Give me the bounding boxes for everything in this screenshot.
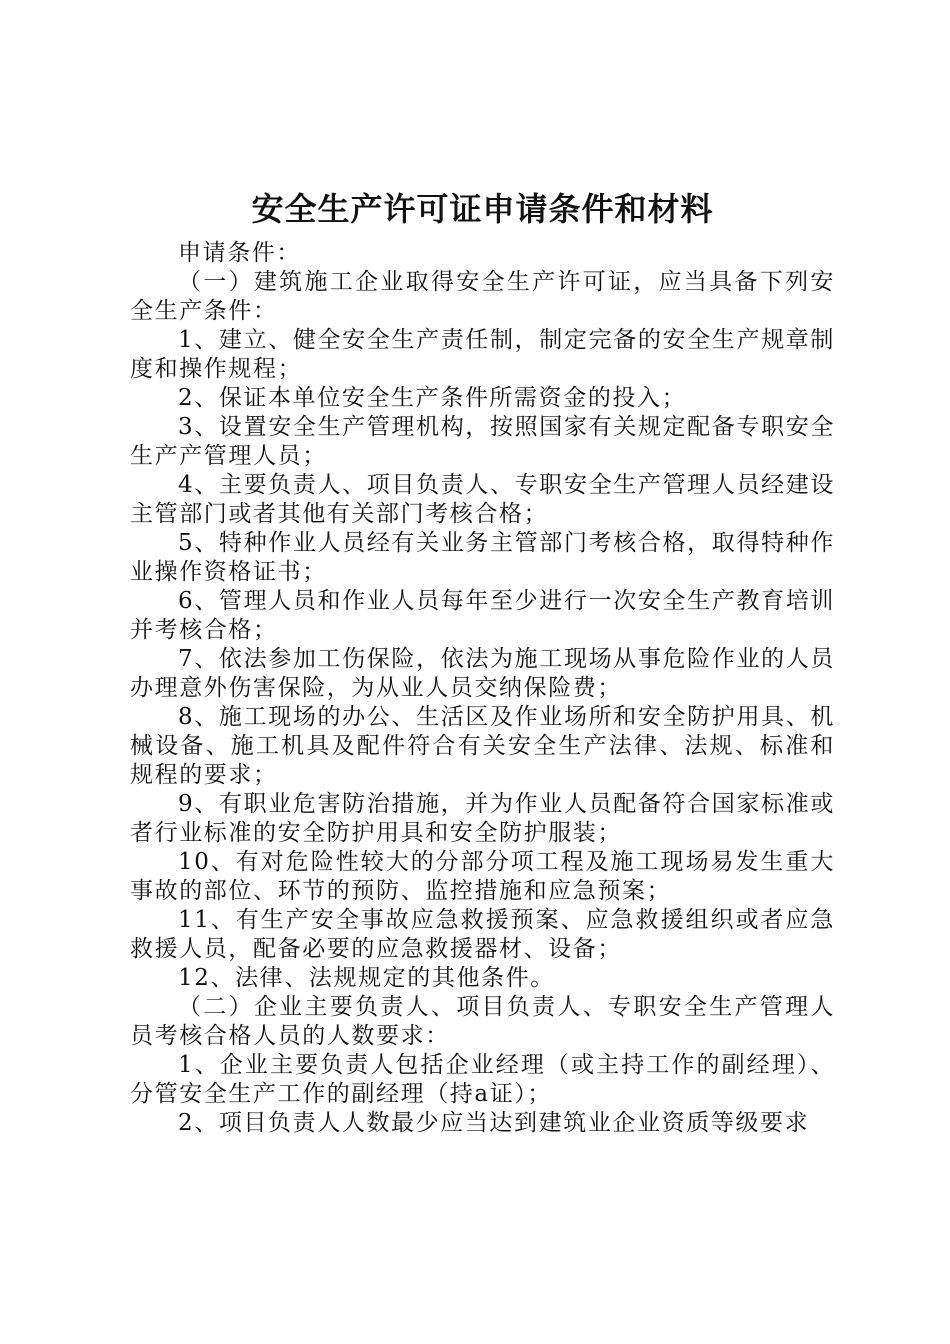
condition-item-1: 1、建立、健全安全生产责任制，制定完备的安全生产规章制度和操作规程； — [130, 327, 835, 382]
condition-item-12: 12、法律、法规规定的其他条件。 — [178, 965, 555, 991]
section-heading-conditions: 申请条件： — [178, 240, 301, 266]
condition-item-10: 10、有对危险性较大的分部分项工程及施工现场易发生重大事故的部位、环节的预防、监控措施和应急预案； — [130, 849, 835, 904]
condition-item-6: 6、管理人员和作业人员每年至少进行一次安全生产教育培训并考核合格； — [130, 588, 835, 643]
subsection-heading-1: （一）建筑施工企业取得安全生产许可证，应当具备下列安全生产条件： — [130, 269, 835, 324]
requirement-item-1: 1、企业主要负责人包括企业经理（或主持工作的副经理）、分管安全生产工作的副经理（持a证）； — [130, 1052, 835, 1107]
condition-item-5: 5、特种作业人员经有关业务主管部门考核合格，取得特种作业操作资格证书； — [130, 530, 835, 585]
document-page — [130, 185, 835, 1138]
subsection-heading-2: （二）企业主要负责人、项目负责人、专职安全生产管理人员考核合格人员的人数要求： — [130, 994, 835, 1049]
condition-item-7: 7、依法参加工伤保险，依法为施工现场从事危险作业的人员办理意外伤害保险，为从业人员交纳保险费； — [130, 646, 835, 701]
document-title: 安全生产许可证申请条件和材料 — [251, 190, 714, 228]
condition-item-2: 2、保证本单位安全生产条件所需资金的投入； — [178, 385, 687, 411]
condition-item-3: 3、设置安全生产管理机构，按照国家有关规定配备专职安全生产产管理人员； — [130, 414, 835, 469]
condition-item-4: 4、主要负责人、项目负责人、专职安全生产管理人员经建设主管部门或者其他有关部门考核合格； — [130, 472, 835, 527]
requirement-item-2: 2、项目负责人人数最少应当达到建筑业企业资质等级要求 — [178, 1110, 810, 1136]
condition-item-11: 11、有生产安全事故应急救援预案、应急救援组织或者应急救援人员，配备必要的应急救援器材、设备； — [130, 907, 835, 962]
condition-item-8: 8、施工现场的办公、生活区及作业场所和安全防护用具、机械设备、施工机具及配件符合有关安全生产法律、法规、标准和规程的要求； — [130, 704, 835, 788]
condition-item-9: 9、有职业危害防治措施，并为作业人员配备符合国家标准或者行业标准的安全防护用具和安全防护服装； — [130, 791, 835, 846]
